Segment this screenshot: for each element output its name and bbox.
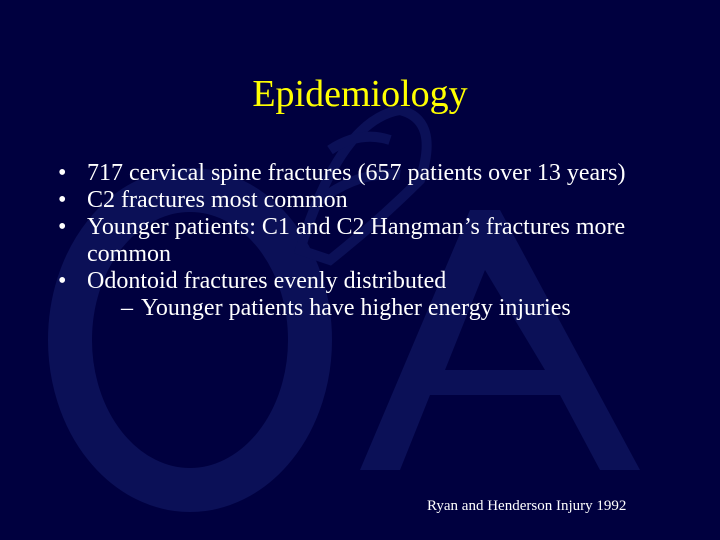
bullet-text: 717 cervical spine fractures (657 patients over 13 years) bbox=[87, 160, 626, 186]
bullet-icon: • bbox=[58, 160, 67, 186]
slide-title: Epidemiology bbox=[252, 73, 468, 115]
bullet-text: Younger patients: C1 and C2 Hangman’s fractures more common bbox=[87, 214, 626, 267]
dash-icon: – bbox=[121, 295, 133, 321]
citation: Ryan and Henderson Injury 1992 bbox=[427, 498, 627, 514]
bullet-item bbox=[48, 268, 688, 322]
bullet-icon: • bbox=[58, 268, 67, 294]
bullet-icon: • bbox=[58, 214, 67, 240]
bullet-icon: • bbox=[58, 187, 67, 213]
bullet-item bbox=[48, 187, 688, 214]
bullet-item bbox=[48, 214, 688, 268]
bullet-item bbox=[48, 160, 688, 187]
sub-bullet-item bbox=[87, 295, 688, 322]
sub-bullet-text: Younger patients have higher energy injuries bbox=[141, 295, 571, 321]
bullet-list bbox=[48, 160, 688, 322]
bullet-text: C2 fractures most common bbox=[87, 187, 348, 213]
bullet-text: Odontoid fractures evenly distributed bbox=[87, 268, 447, 294]
